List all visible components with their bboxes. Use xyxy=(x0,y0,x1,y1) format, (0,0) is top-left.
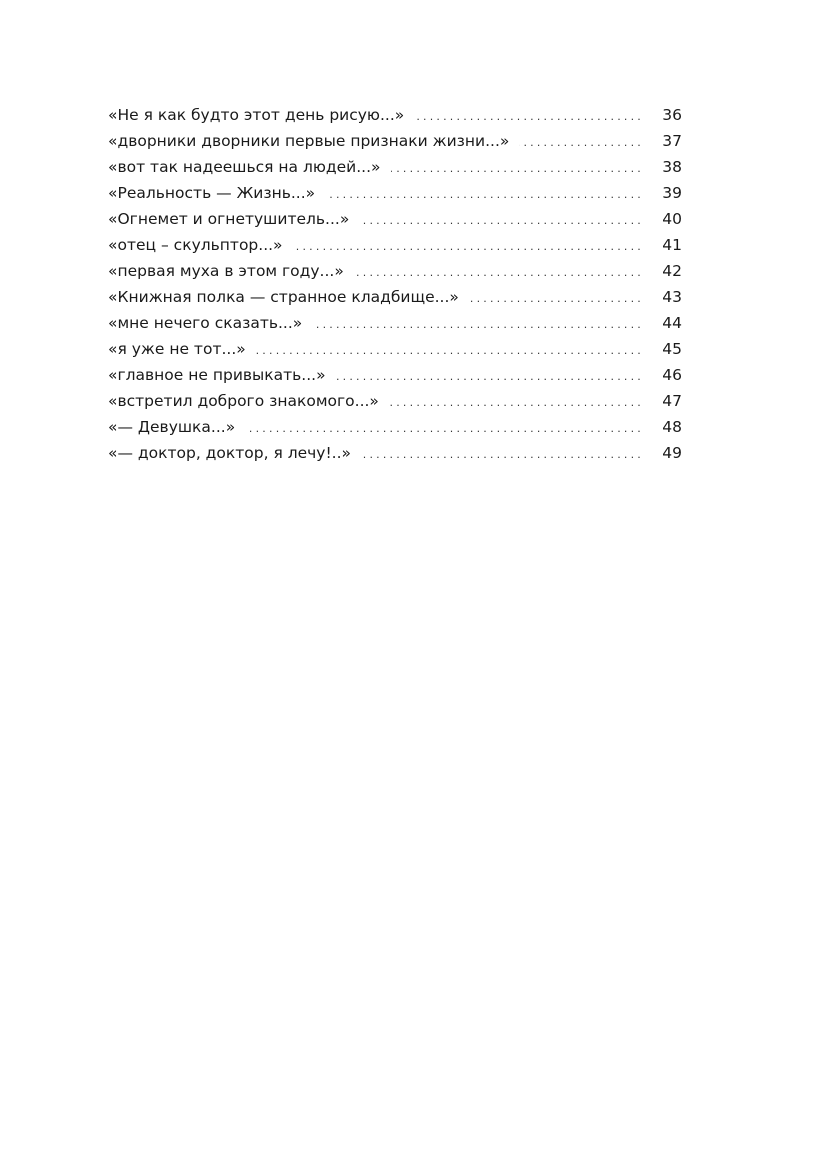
toc-entry xyxy=(108,128,682,154)
toc-entry-title: «главное не привыкать...» xyxy=(108,366,326,384)
dot-leader xyxy=(414,104,644,130)
toc-entry-page: 38 xyxy=(662,158,682,176)
toc-entry-title: «встретил доброго знакомого...» xyxy=(108,392,379,410)
dot-leader xyxy=(312,312,644,338)
dot-leader xyxy=(359,208,644,234)
dot-leader xyxy=(293,234,644,260)
toc-entry xyxy=(108,180,682,206)
toc-entry xyxy=(108,362,682,388)
toc-entry-title: «отец – скульптор...» xyxy=(108,236,283,254)
dot-leader xyxy=(469,286,644,312)
dot-leader xyxy=(256,338,644,364)
toc-entry xyxy=(108,310,682,336)
toc-entry xyxy=(108,336,682,362)
dot-leader xyxy=(389,390,644,416)
toc-entry xyxy=(108,388,682,414)
dot-leader xyxy=(325,182,644,208)
toc-entry xyxy=(108,232,682,258)
toc-entry-title: «вот так надеешься на людей...» xyxy=(108,158,381,176)
toc-entry-title: «Не я как будто этот день рисую...» xyxy=(108,106,405,124)
toc-entry-page: 40 xyxy=(662,210,682,228)
toc-entry-page: 39 xyxy=(662,184,682,202)
dot-leader xyxy=(361,442,644,468)
toc-entry xyxy=(108,414,682,440)
dot-leader xyxy=(519,130,644,156)
toc-entry-title: «— доктор, доктор, я лечу!..» xyxy=(108,444,352,462)
toc-entry-page: 37 xyxy=(662,132,682,150)
toc-entry xyxy=(108,284,682,310)
toc-entry-page: 41 xyxy=(662,236,682,254)
toc-entry-title: «Реальность — Жизнь...» xyxy=(108,184,316,202)
toc-entry xyxy=(108,154,682,180)
toc-entry-title: «дворники дворники первые признаки жизни...» xyxy=(108,132,510,150)
toc-entry-page: 49 xyxy=(662,444,682,462)
toc-entry-page: 47 xyxy=(662,392,682,410)
toc-entry-page: 46 xyxy=(662,366,682,384)
toc-entry-page: 42 xyxy=(662,262,682,280)
table-of-contents xyxy=(108,102,682,466)
toc-entry-page: 44 xyxy=(662,314,682,332)
toc-entry-title: «— Девушка...» xyxy=(108,418,236,436)
toc-entry xyxy=(108,440,682,466)
toc-entry xyxy=(108,258,682,284)
toc-entry-title: «я уже не тот...» xyxy=(108,340,246,358)
dot-leader xyxy=(336,364,644,390)
toc-entry xyxy=(108,206,682,232)
toc-entry-page: 43 xyxy=(662,288,682,306)
dot-leader xyxy=(391,156,645,182)
toc-entry-title: «Огнемет и огнетушитель...» xyxy=(108,210,350,228)
toc-entry-title: «Книжная полка — странное кладбище...» xyxy=(108,288,459,306)
toc-entry-page: 36 xyxy=(662,106,682,124)
toc-entry-title: «первая муха в этом году...» xyxy=(108,262,344,280)
toc-entry-title: «мне нечего сказать...» xyxy=(108,314,303,332)
toc-entry-page: 48 xyxy=(662,418,682,436)
toc-entry-page: 45 xyxy=(662,340,682,358)
toc-entry xyxy=(108,102,682,128)
dot-leader xyxy=(245,416,644,442)
dot-leader xyxy=(354,260,644,286)
